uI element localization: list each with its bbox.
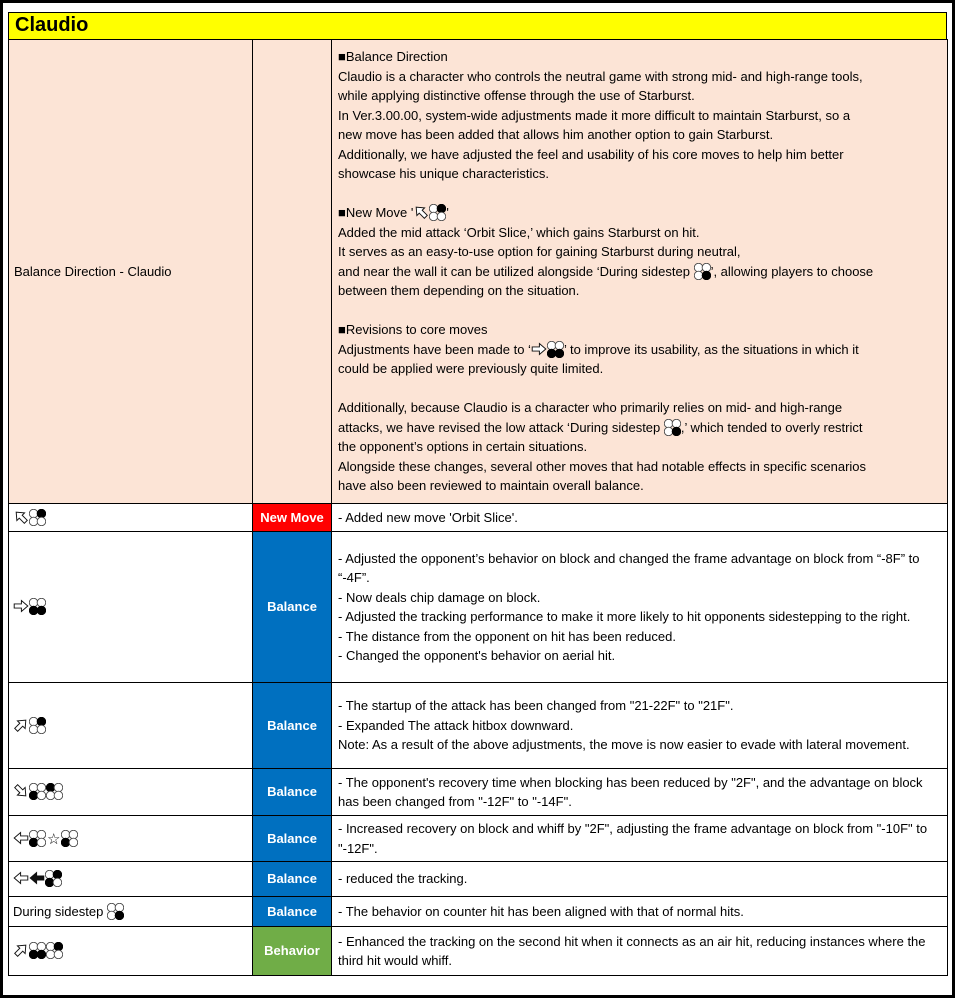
button-3plus4-icon [29, 598, 46, 615]
note-text: - The startup of the attack has been changed from "21-22F" to "21F". [338, 698, 734, 714]
button-4-icon [694, 263, 711, 280]
notes-cell [332, 504, 948, 532]
button-3plus4-icon [547, 341, 564, 358]
note-text: - Enhanced the tracking on the second hit when it connects as an air hit, reducing instances where the third hit would whiff. [338, 933, 926, 968]
button-2-icon [429, 204, 446, 221]
arrow-up-forward-icon [13, 942, 29, 958]
text-line: Claudio is a character who controls the neutral game with strong mid- and high-range tools, [338, 68, 863, 84]
button-4-icon [664, 419, 681, 436]
text-line: have also been reviewed to maintain overall balance. [338, 478, 644, 494]
change-type-badge: Balance [253, 897, 332, 927]
move-notation-cell [9, 862, 253, 897]
text-line: could be applied were previously quite limited. [338, 361, 604, 377]
move-notation-cell [9, 769, 253, 816]
arrow-forward-icon [531, 341, 547, 357]
text-line: Adjustments have been made to ‘ ’ to improve its usability, as the situations in which it [338, 341, 859, 357]
move-notation-cell: During sidestep [9, 897, 253, 927]
text-line: new move has been added that allows him another option to gain Starburst. [338, 127, 774, 143]
text-line: Added the mid attack ‘Orbit Slice,’ which gains Starburst on hit. [338, 224, 700, 240]
text-line [338, 379, 941, 399]
arrow-back-icon [13, 830, 29, 846]
change-type-badge: Balance [253, 769, 332, 816]
button-3-icon [29, 830, 46, 847]
button-4-icon [107, 903, 124, 920]
button-1-icon [46, 783, 63, 800]
change-type-badge: Behavior [253, 927, 332, 976]
table-body [9, 40, 948, 976]
note-text: - Expanded The attack hitbox downward. [338, 717, 574, 733]
note-text: - Added new move 'Orbit Slice'. [338, 509, 518, 525]
text-line: while applying distinctive offense through the use of Starburst. [338, 88, 695, 104]
notes-cell [332, 816, 948, 862]
overview-empty-cell [253, 40, 332, 504]
note-text: - The behavior on counter hit has been aligned with that of normal hits. [338, 903, 744, 919]
patch-notes-table [8, 39, 948, 976]
note-text: - Adjusted the tracking performance to make it more likely to hit opponents sidestepping to the right. [338, 609, 911, 624]
arrow-up-forward-icon [13, 717, 29, 733]
text-line: ■New Move ' ' [338, 205, 449, 221]
note-text: - Now deals chip damage on block. [338, 589, 541, 605]
move-notation-cell [9, 532, 253, 683]
change-type-badge: Balance [253, 683, 332, 769]
table-row [9, 816, 948, 862]
notes-cell [332, 927, 948, 976]
text-line: Additionally, because Claudio is a character who primarily relies on mid- and high-range [338, 400, 843, 416]
overview-row [9, 40, 948, 504]
text-line: In Ver.3.00.00, system-wide adjustments made it more difficult to maintain Starburst, so a [338, 107, 851, 123]
arrow-up-back-icon [413, 204, 429, 220]
move-notation-cell [9, 504, 253, 532]
overview-text-cell [332, 40, 948, 504]
arrow-back-hold-icon [29, 870, 45, 886]
button-3-icon [61, 830, 78, 847]
button-2plus3-icon [45, 870, 62, 887]
text-line: Additionally, we have adjusted the feel and usability of his core moves to help him better [338, 146, 844, 162]
text-line: the opponent’s options in certain situations. [338, 439, 588, 455]
star-icon: ☆ [47, 830, 61, 848]
notes-cell [332, 862, 948, 897]
note-text: - The opponent's recovery time when blocking has been reduced by "2F", and the advantage on block has been changed from "-12F" to "-14F". [338, 774, 923, 809]
table-row [9, 532, 948, 683]
notes-cell [332, 683, 948, 769]
move-notation-cell [9, 816, 253, 862]
arrow-down-forward-icon [13, 783, 29, 799]
note-text: - Increased recovery on block and whiff by "2F", adjusting the frame advantage on block from "-10F" to "-12F". [338, 821, 928, 856]
notes-cell [332, 897, 948, 927]
note-text: - reduced the tracking. [338, 871, 468, 887]
table-row [9, 769, 948, 816]
notes-cell [332, 532, 948, 683]
change-type-badge: New Move [253, 504, 332, 532]
text-line: showcase his unique characteristics. [338, 166, 549, 182]
text-line [338, 184, 941, 204]
table-row [9, 504, 948, 532]
arrow-back-icon [13, 870, 29, 886]
text-line: ■Revisions to core moves [338, 322, 488, 338]
text-line: between them depending on the situation. [338, 283, 580, 299]
button-2-icon [46, 942, 63, 959]
text-line: attacks, we have revised the low attack ‘During sidestep ,’ which tended to overly restrict [338, 419, 863, 435]
change-type-badge: Balance [253, 816, 332, 862]
page-title: Claudio [8, 12, 947, 40]
arrow-forward-icon [13, 598, 29, 614]
text-line: and near the wall it can be utilized alongside ‘During sidestep ’, allowing players to choose [338, 263, 874, 279]
table-row [9, 897, 948, 927]
text-line: It serves as an easy-to-use option for gaining Starburst during neutral, [338, 244, 741, 260]
move-notation-cell [9, 927, 253, 976]
change-type-badge: Balance [253, 532, 332, 683]
text-line: Alongside these changes, several other moves that had notable effects in specific scenarios [338, 458, 867, 474]
table-row [9, 927, 948, 976]
text-line: ■Balance Direction [338, 49, 448, 65]
note-text: Note: As a result of the above adjustments, the move is now easier to evade with lateral movement. [338, 737, 910, 753]
table-row [9, 862, 948, 897]
note-text: - Changed the opponent's behavior on aerial hit. [338, 648, 616, 663]
table-row [9, 683, 948, 769]
arrow-up-back-icon [13, 509, 29, 525]
change-type-badge: Balance [253, 862, 332, 897]
note-text: - The distance from the opponent on hit has been reduced. [338, 628, 676, 644]
overview-label-cell: Balance Direction - Claudio [9, 40, 253, 504]
notes-cell [332, 769, 948, 816]
note-text: - Adjusted the opponent’s behavior on block and changed the frame advantage on block from “-8F” to “-4F”. [338, 550, 920, 585]
move-notation-cell [9, 683, 253, 769]
text-line [338, 301, 941, 321]
